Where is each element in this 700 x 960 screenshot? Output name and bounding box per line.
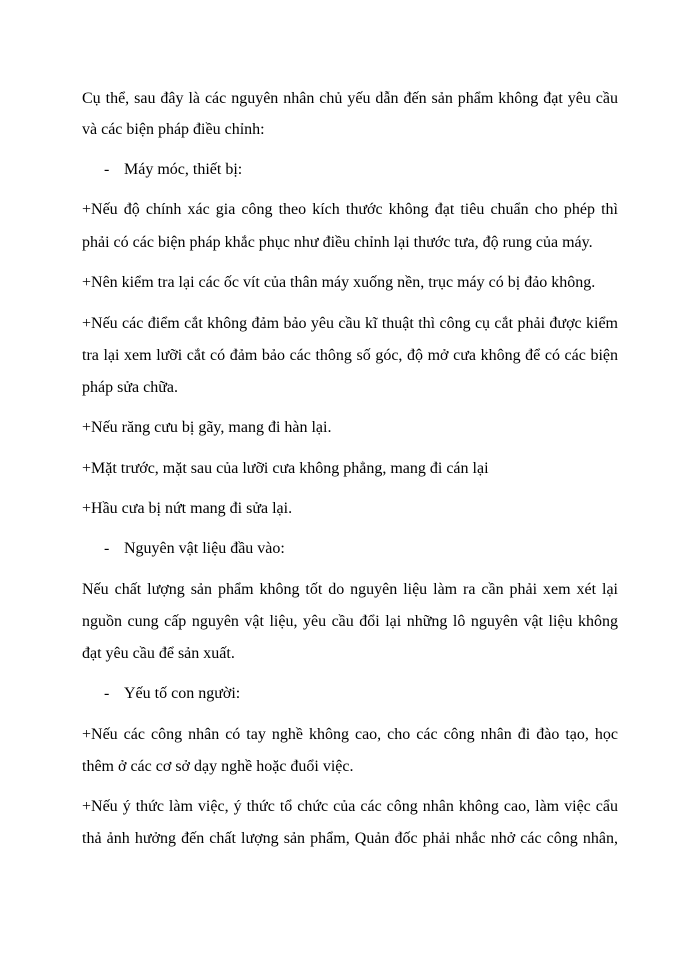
bullet-heading: Yếu tố con người: [124, 685, 241, 702]
text-line: phải có các biện pháp khắc phục như điều chỉnh lại thước tưa, độ rung của máy. [82, 234, 593, 251]
text-line: +Nên kiểm tra lại các ốc vít của thân máy xuống nền, trục máy có bị đảo không. [82, 274, 596, 291]
text-line: thả ảnh hưởng đến chất lượng sản phẩm, Quản đốc phải nhắc nhở các công nhân, [82, 830, 618, 847]
text-line: +Mặt trước, mặt sau của lưỡi cưa không phẳng, mang đi cán lại [82, 460, 489, 477]
text-line: +Nếu các điểm cắt không đảm bảo yêu cầu kĩ thuật thì công cụ cắt phải được kiểm [82, 315, 618, 332]
text-line: +Hầu cưa bị nứt mang đi sửa lại. [82, 500, 293, 517]
text-line: Nếu chất lượng sản phẩm không tốt do nguyên liệu làm ra cần phải xem xét lại [82, 581, 618, 598]
text-line: +Nếu độ chính xác gia công theo kích thước không đạt tiêu chuẩn cho phép thì [82, 201, 618, 218]
bullet-heading: Máy móc, thiết bị: [124, 161, 243, 178]
text-line: +Nếu ý thức làm việc, ý thức tổ chức của các công nhân không cao, làm việc cẩu [82, 798, 618, 815]
text-line: Cụ thể, sau đây là các nguyên nhân chủ yếu dẫn đến sản phẩm không đạt yêu cầu [82, 90, 618, 107]
bullet-heading: Nguyên vật liệu đầu vào: [124, 540, 285, 557]
text-line: nguồn cung cấp nguyên vật liệu, yêu cầu đổi lại những lô nguyên vật liệu không [82, 613, 618, 630]
text-line: +Nếu các công nhân có tay nghề không cao, cho các công nhân đi đào tạo, học [82, 726, 618, 743]
text-line: +Nếu răng cưu bị gãy, mang đi hàn lại. [82, 419, 332, 436]
text-line: đạt yêu cầu để sản xuất. [82, 645, 235, 662]
bullet-marker: - [104, 540, 110, 557]
bullet-marker: - [104, 161, 110, 178]
text-line: tra lại xem lưỡi cắt có đảm bảo các thông số góc, độ mở cưa không để có các biện [82, 347, 618, 364]
bullet-marker: - [104, 685, 110, 702]
text-line: thêm ở các cơ sở dạy nghề hoặc đuổi việc. [82, 758, 354, 775]
text-line: pháp sửa chữa. [82, 379, 178, 396]
text-line: và các biện pháp điều chỉnh: [82, 121, 265, 138]
